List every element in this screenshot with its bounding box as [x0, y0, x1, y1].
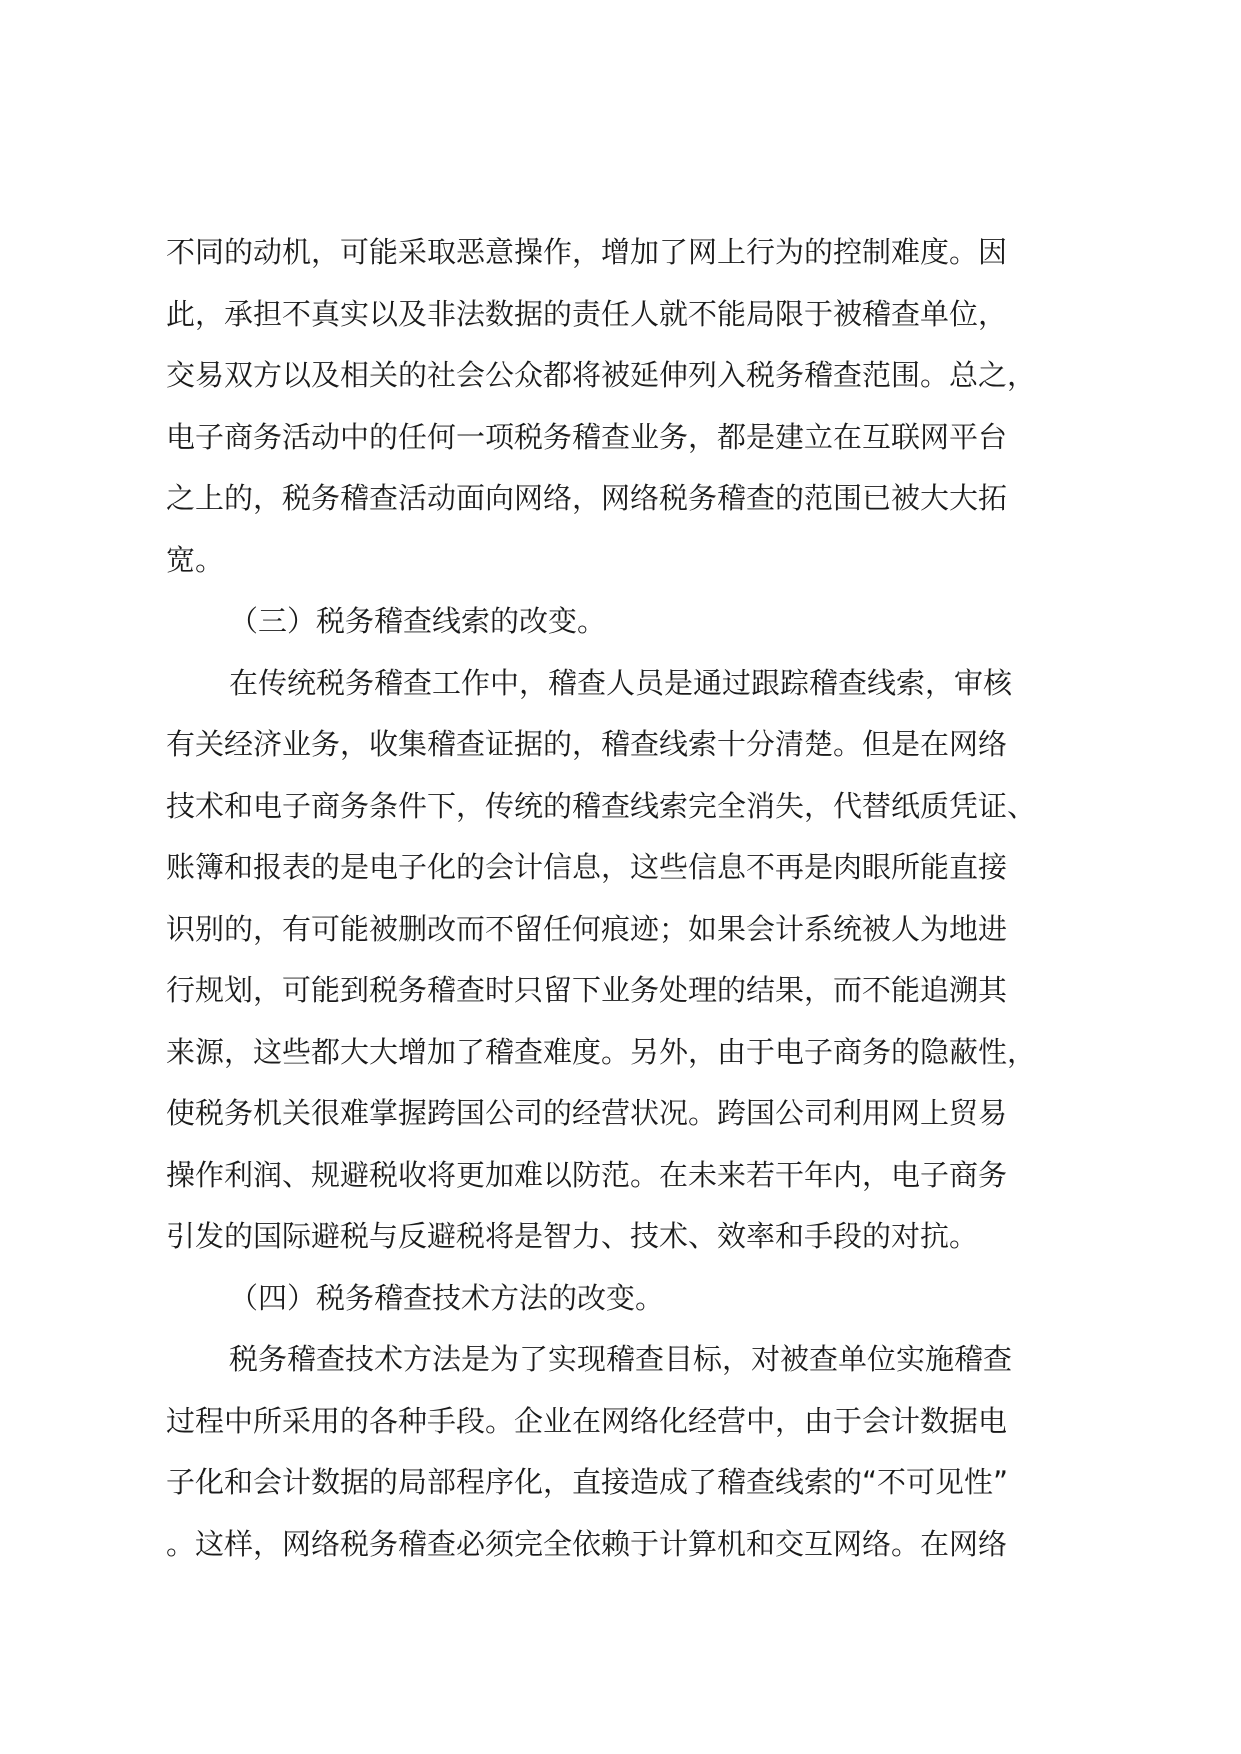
text-line: 不同的动机，可能采取恶意操作，增加了网上行为的控制难度。因	[166, 235, 1008, 269]
text-line: 过程中所采用的各种手段。企业在网络化经营中，由于会计数据电	[166, 1403, 1008, 1438]
text-line: （三）税务稽查线索的改变。	[229, 604, 607, 638]
text-line: 之上的，税务稽查活动面向网络，网络税务稽查的范围已被大大拓	[166, 481, 1008, 515]
text-line: 税务稽查技术方法是为了实现稽查目标，对被查单位实施稽查	[229, 1342, 1013, 1376]
text-line: 宽。	[166, 542, 225, 577]
text-line: 交易双方以及相关的社会公众都将被延伸列入税务稽查范围。总之，	[166, 358, 1037, 392]
text-line: 。这样，网络税务稽查必须完全依赖于计算机和交互网络。在网络	[166, 1526, 1008, 1561]
text-line: 操作利润、规避税收将更加难以防范。在未来若干年内，电子商务	[166, 1157, 1008, 1192]
text-line: 技术和电子商务条件下，传统的稽查线索完全消失，代替纸质凭证、	[166, 788, 1037, 823]
text-line: 引发的国际避税与反避税将是智力、技术、效率和手段的对抗。	[166, 1219, 979, 1253]
text-line: 识别的，有可能被删改而不留任何痕迹；如果会计系统被人为地进	[166, 911, 1008, 946]
body-text	[166, 222, 1086, 1575]
text-line: 子化和会计数据的局部程序化，直接造成了稽查线索的“不可见性”	[166, 1465, 1009, 1499]
text-line: 来源，这些都大大增加了稽查难度。另外，由于电子商务的隐蔽性，	[166, 1034, 1037, 1069]
text-line: 账簿和报表的是电子化的会计信息，这些信息不再是肉眼所能直接	[166, 850, 1008, 884]
text-line: （四）税务稽查技术方法的改变。	[229, 1280, 665, 1315]
text-line: 行规划，可能到税务稽查时只留下业务处理的结果，而不能追溯其	[166, 973, 1008, 1007]
text-line: 在传统税务稽查工作中，稽查人员是通过跟踪稽查线索，审核	[229, 665, 1013, 700]
text-line: 使税务机关很难掌握跨国公司的经营状况。跨国公司利用网上贸易	[166, 1096, 1008, 1130]
text-line: 电子商务活动中的任何一项税务稽查业务，都是建立在互联网平台	[166, 419, 1008, 454]
text-line: 此，承担不真实以及非法数据的责任人就不能局限于被稽查单位，	[166, 296, 1008, 331]
text-line: 有关经济业务，收集稽查证据的，稽查线索十分清楚。但是在网络	[166, 727, 1008, 761]
